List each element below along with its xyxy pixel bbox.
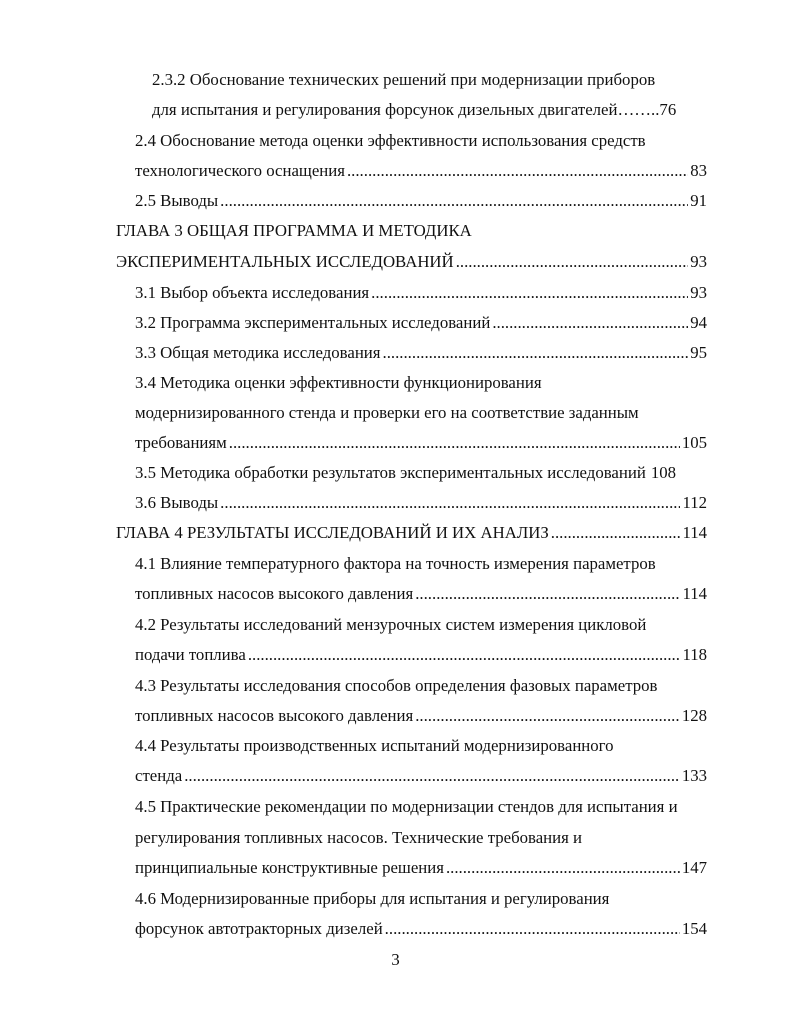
toc-leader — [383, 343, 689, 363]
toc-entry-4-1-line2 — [135, 584, 707, 604]
toc-entry-text: требованиям — [135, 433, 227, 452]
toc-leader — [415, 706, 680, 726]
toc-entry-3-1 — [135, 283, 707, 303]
toc-entry-text: 3.3 Общая методика исследования — [135, 343, 381, 362]
toc-entry-3-4-line1: 3.4 Методика оценки эффективности функционирования — [135, 373, 542, 392]
toc-page: 95 — [690, 343, 707, 362]
toc-entry-4-1-line1: 4.1 Влияние температурного фактора на точность измерения параметров — [135, 554, 656, 573]
toc-entry-2-4-line1: 2.4 Обоснование метода оценки эффективности использования средств — [135, 131, 646, 150]
toc-leader — [248, 645, 681, 665]
toc-page: 133 — [681, 766, 707, 785]
toc-entry-2-4-line2 — [135, 161, 707, 181]
toc-entry-4-3-line1: 4.3 Результаты исследования способов определения фазовых параметров — [135, 676, 658, 695]
toc-chapter-4 — [116, 523, 707, 543]
toc-leader — [415, 584, 680, 604]
toc-entry-4-4-line1: 4.4 Результаты производственных испытаний модернизированного — [135, 736, 614, 755]
toc-entry-text: 3.6 Выводы — [135, 493, 219, 512]
toc-entry-text: 3.5 Методика обработки результатов экспериментальных исследований — [135, 463, 646, 482]
toc-entry-text: топливных насосов высокого давления — [135, 706, 414, 725]
toc-entry-4-6-line2 — [135, 919, 707, 939]
toc-page: 93 — [690, 283, 707, 302]
toc-entry-text: технологического оснащения — [135, 161, 345, 180]
toc-entry-text: 3.2 Программа экспериментальных исследований — [135, 313, 491, 332]
toc-leader — [385, 919, 680, 939]
page-number: 3 — [391, 950, 400, 969]
toc-entry-text: форсунок автотракторных дизелей — [135, 919, 383, 938]
toc-entry-3-6 — [135, 493, 707, 513]
toc-entry-3-3 — [135, 343, 707, 363]
toc-page: 128 — [681, 706, 707, 725]
toc-page: 76 — [659, 100, 677, 119]
toc-page: 93 — [690, 252, 707, 271]
toc-entry-text: стенда — [135, 766, 183, 785]
toc-leader — [551, 523, 681, 543]
toc-entry-3-2 — [135, 313, 707, 333]
toc-page: 114 — [682, 523, 707, 542]
toc-leader — [456, 252, 689, 272]
toc-entry-text: принципиальные конструктивные решения — [135, 858, 444, 877]
toc-entry-4-2-line1: 4.2 Результаты исследований мензурочных систем измерения цикловой — [135, 615, 647, 634]
toc-page: 114 — [682, 584, 707, 603]
toc-entry-4-4-line2 — [135, 766, 707, 786]
toc-leader — [492, 313, 688, 333]
toc-page: 108 — [650, 463, 676, 482]
toc-entry-3-5 — [135, 463, 707, 483]
toc-page: 94 — [690, 313, 707, 332]
toc-page: 118 — [682, 645, 707, 664]
toc-entry-4-3-line2 — [135, 706, 707, 726]
toc-entry-2-3-2-line1: 2.3.2 Обоснование технических решений при модернизации приборов — [152, 70, 656, 89]
toc-leader — [347, 161, 688, 181]
toc-entry-4-5-line3 — [135, 858, 707, 878]
toc-chapter-3-line2 — [116, 252, 707, 272]
toc-leader — [229, 433, 680, 453]
toc-page: 91 — [690, 191, 707, 210]
toc-leader — [220, 493, 680, 513]
toc-leader — [446, 858, 680, 878]
toc-entry-3-4-line2: модернизированного стенда и проверки его на соответствие заданным — [135, 403, 639, 422]
toc-entry-text: 2.5 Выводы — [135, 191, 219, 210]
toc-entry-3-4-line3 — [135, 433, 707, 453]
toc-entry-4-6-line1: 4.6 Модернизированные приборы для испытания и регулирования — [135, 889, 610, 908]
toc-entry-2-3-2-line2 — [152, 100, 676, 120]
toc-page: 83 — [690, 161, 707, 180]
toc-chapter-3-line1: ГЛАВА 3 ОБЩАЯ ПРОГРАММА И МЕТОДИКА — [116, 221, 472, 240]
toc-page: 105 — [681, 433, 707, 452]
toc-entry-text: ЭКСПЕРИМЕНТАЛЬНЫХ ИССЛЕДОВАНИЙ — [116, 252, 454, 271]
toc-entry-4-5-line1: 4.5 Практические рекомендации по модернизации стендов для испытания и — [135, 797, 678, 816]
toc-entry-text: подачи топлива — [135, 645, 246, 664]
toc-entry-2-5 — [135, 191, 707, 211]
toc-page: 112 — [682, 493, 707, 512]
toc-entry-text: топливных насосов высокого давления — [135, 584, 414, 603]
toc-entry-text: 3.1 Выбор объекта исследования — [135, 283, 370, 302]
toc-entry-text: ГЛАВА 4 РЕЗУЛЬТАТЫ ИССЛЕДОВАНИЙ И ИХ АНАЛИЗ — [116, 523, 549, 542]
toc-entry-4-5-line2: регулирования топливных насосов. Технические требования и — [135, 828, 583, 847]
toc-leader — [220, 191, 688, 211]
toc-page: 154 — [681, 919, 707, 938]
toc-leader — [184, 766, 680, 786]
toc-page: 147 — [681, 858, 707, 877]
toc-entry-4-2-line2 — [135, 645, 707, 665]
toc-entry-text: для испытания и регулирования форсунок дизельных двигателей…….. — [152, 100, 660, 119]
toc-leader — [371, 283, 688, 303]
